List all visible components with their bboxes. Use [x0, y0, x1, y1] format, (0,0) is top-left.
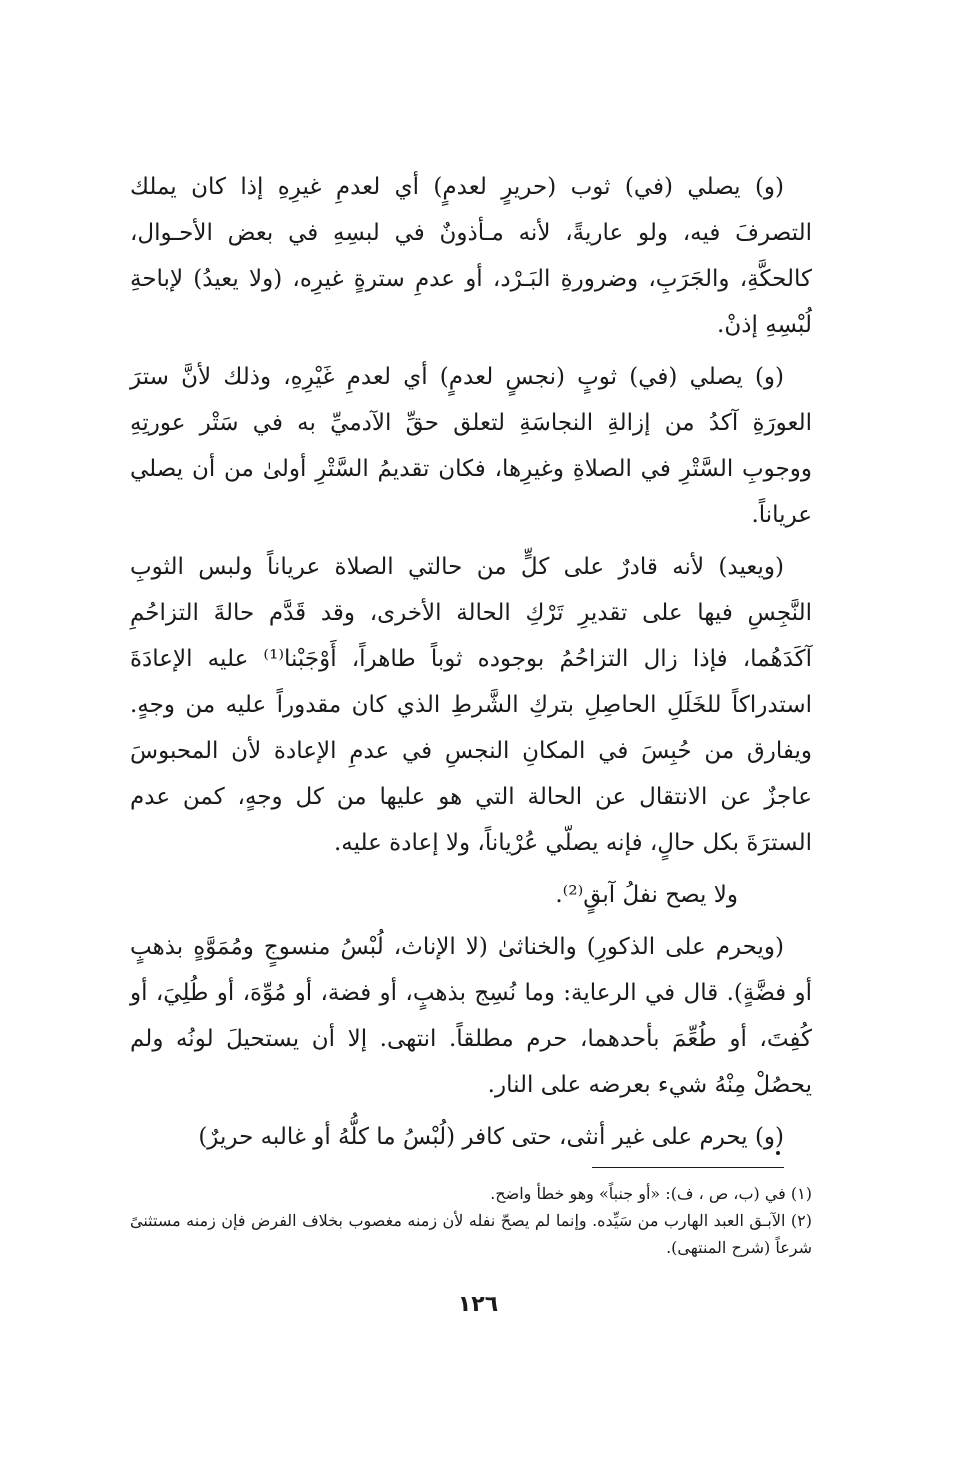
paragraph-silk-prohibition: (و) يحرم على غير أنثى، حتى كافر (لُبْسُ ما كلُّهُ أو غالبه حريرٌ)	[198, 1124, 784, 1150]
paragraph-gold-silver: (ويحرم على الذكورِ) والخناثىٰ (لا الإناث، لُبْسُ منسوجٍ ومُمَوَّهٍ بذهبٍ أو فضَّةٍ). قال في الرعاية: وما نُسِج بذهبٍ، أو فضة، أو مُوِّهَ، أو طُلِيَ، أو كُفِتَ، أو طُعِّمَ بأحدهما، حرم مطلقاً. انتهى. إلا أن يستحيلَ لونُه ولم يحصُلْ مِنْهُ شيء بعرضه على النار.	[130, 934, 812, 1098]
footnote-divider	[592, 1167, 784, 1168]
paragraph-impure-garment: (و) يصلي (في) ثوبٍ (نجسٍ لعدمٍ) أي لعدمِ غَيْرِهِ، وذلك لأنَّ سترَ العورَةِ آكدُ من إزالةِ النجاسَةِ لتعلق حقِّ الآدميِّ به في سَتْر عورتِهِ ووجوبِ السَّتْرِ في الصلاةِ وغيرِها، فكان تقديمُ السَّتْرِ أولىٰ من أن يصلي عرياناً.	[130, 364, 812, 528]
footnote-1: (١) في (ب، ص ، ف): «أو جنباً» وهو خطأ واضح.	[490, 1184, 812, 1203]
main-text-block	[130, 164, 812, 1166]
footnote-2: (٢) الآبـق العبد الهارب من سَيِّده. وإنما لم يصحّ نفله لأن زمنه مغصوب بخلاف الفرض فإن زمنه مستثنىً شرعاً (شرح المنتهى).	[130, 1211, 813, 1257]
paragraph-silk-garment: (و) يصلي (في) ثوب (حريرٍ لعدمٍ) أي لعدمِ غيرِهِ إذا كان يملك التصرفَ فيه، ولو عاريةً، لأنه مـأذونٌ في لبسِهِ في بعض الأحـوال، كالحكَّةِ، والجَرَبِ، وضرورةِ البَـرْد، أو عدمِ سترةٍ غيرِه، (ولا يعيدُ) لإباحةِ لُبْسِهِ إذنْ.	[130, 174, 812, 338]
continuation-dot	[776, 1151, 780, 1155]
paragraph-repeat-prayer: (ويعيد) لأنه قادرٌ على كلٍّ من حالتي الصلاة عرياناً ولبس الثوبِ النَّجِسِ فيها على تقديرِ تَرْكِ الحالة الأخرى، وقد قَدَّم حالةَ التزاحُمِ آكَدَهُما، فإذا زال التزاحُمُ بوجوده ثوباً طاهراً، أَوْجَبْنا⁽¹⁾ عليه الإعادَةَ استدراكاً للخَلَلِ الحاصِلِ بتركِ الشَّرطِ الذي كان مقدوراً عليه من وجهٍ. ويفارق من حُبِسَ في المكانِ النجسِ في عدمِ الإعادة لأن المحبوسَ عاجزٌ عن الانتقال عن الحالة التي هو عليها من كل وجهٍ، كمن عدم السترَةَ بكل حالٍ، فإنه يصلّي عُرْياناً، ولا إعادة عليه.	[130, 554, 812, 856]
paragraph-runaway-slave: ولا يصح نفلُ آبقٍ⁽²⁾.	[555, 882, 738, 908]
footnotes-block	[130, 1180, 812, 1261]
page-number: ١٢٦	[457, 1292, 499, 1317]
